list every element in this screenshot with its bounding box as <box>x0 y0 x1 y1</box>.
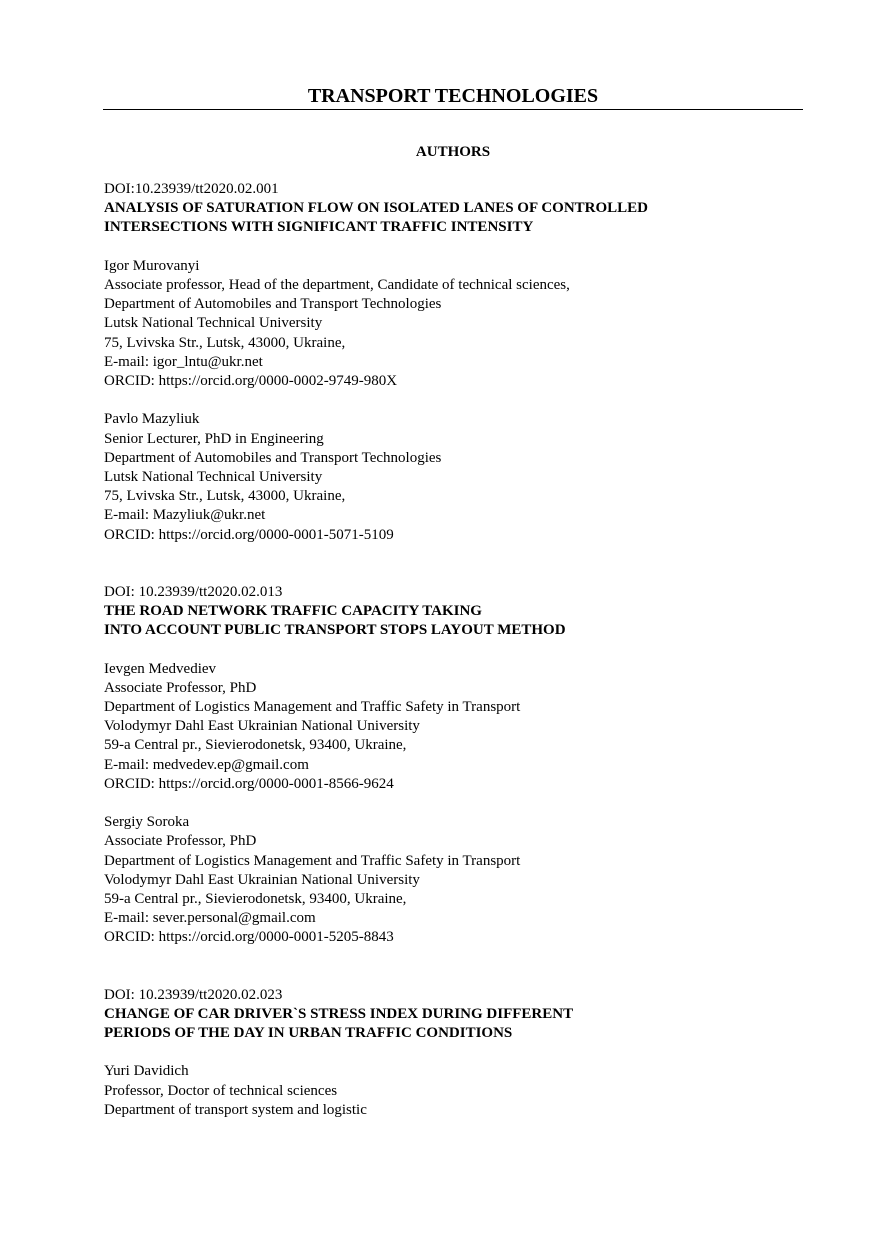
header-divider <box>103 109 803 110</box>
article-entry <box>104 583 804 948</box>
author-position: Associate Professor, PhD <box>104 679 257 696</box>
author-department: Department of Automobiles and Transport Technologies <box>104 296 442 313</box>
author-university: Lutsk National Technical University <box>104 315 323 332</box>
article-title-line: INTERSECTIONS WITH SIGNIFICANT TRAFFIC INTENSITY <box>104 219 534 236</box>
article-title-line: INTO ACCOUNT PUBLIC TRANSPORT STOPS LAYOUT METHOD <box>104 622 566 639</box>
article-doi: DOI: 10.23939/tt2020.02.013 <box>104 583 283 600</box>
author-university: Volodymyr Dahl East Ukrainian National University <box>104 718 420 735</box>
author-address: 75, Lvivska Str., Lutsk, 43000, Ukraine, <box>104 334 346 351</box>
author-department: Department of Logistics Management and Traffic Safety in Transport <box>104 699 521 716</box>
author-email: E-mail: igor_lntu@ukr.net <box>104 353 263 370</box>
author-address: 75, Lvivska Str., Lutsk, 43000, Ukraine, <box>104 488 346 505</box>
article-title-line: PERIODS OF THE DAY IN URBAN TRAFFIC CONDITIONS <box>104 1025 513 1042</box>
author-orcid: ORCID: https://orcid.org/0000-0002-9749-980X <box>104 373 398 390</box>
author-university: Lutsk National Technical University <box>104 469 323 486</box>
article-title-line: CHANGE OF CAR DRIVER`S STRESS INDEX DURING DIFFERENT <box>104 1005 574 1022</box>
author-name: Igor Murovanyi <box>104 257 200 274</box>
authors-list <box>104 180 804 1120</box>
journal-title: TRANSPORT TECHNOLOGIES <box>307 85 599 107</box>
author-name: Sergiy Soroka <box>104 814 190 831</box>
author-position: Senior Lecturer, PhD in Engineering <box>104 430 324 447</box>
author-university: Volodymyr Dahl East Ukrainian National University <box>104 871 420 888</box>
author-email: E-mail: medvedev.ep@gmail.com <box>104 756 309 773</box>
author-position: Associate professor, Head of the department, Candidate of technical sciences, <box>104 277 570 293</box>
author-email: E-mail: sever.personal@gmail.com <box>104 910 316 927</box>
author-position: Associate Professor, PhD <box>104 833 257 850</box>
author-orcid: ORCID: https://orcid.org/0000-0001-5071-5109 <box>104 526 394 543</box>
article-title-line: THE ROAD NETWORK TRAFFIC CAPACITY TAKING <box>104 603 482 620</box>
author-orcid: ORCID: https://orcid.org/0000-0001-5205-8843 <box>104 929 394 946</box>
author-department: Department of Automobiles and Transport Technologies <box>104 449 442 466</box>
author-name: Ievgen Medvediev <box>104 660 217 677</box>
article-entry <box>104 986 804 1120</box>
author-email: E-mail: Mazyliuk@ukr.net <box>104 507 266 524</box>
article-doi: DOI:10.23939/tt2020.02.001 <box>104 181 279 197</box>
article-title <box>104 1005 804 1043</box>
author-block <box>104 1062 804 1120</box>
author-address: 59-a Central pr., Sievierodonetsk, 93400, Ukraine, <box>104 891 407 908</box>
article-title <box>104 602 804 640</box>
author-department: Department of transport system and logistic <box>104 1101 367 1118</box>
author-block <box>104 813 804 947</box>
author-name: Yuri Davidich <box>104 1063 189 1080</box>
article-title-line: ANALYSIS OF SATURATION FLOW ON ISOLATED LANES OF CONTROLLED <box>104 200 648 217</box>
author-orcid: ORCID: https://orcid.org/0000-0001-8566-9624 <box>104 775 394 792</box>
author-block <box>104 257 804 391</box>
section-heading: AUTHORS <box>415 144 491 160</box>
author-position: Professor, Doctor of technical sciences <box>104 1082 338 1099</box>
author-address: 59-a Central pr., Sievierodonetsk, 93400, Ukraine, <box>104 737 407 754</box>
author-block <box>104 410 804 544</box>
author-block <box>104 660 804 794</box>
article-doi: DOI: 10.23939/tt2020.02.023 <box>104 986 283 1003</box>
author-name: Pavlo Mazyliuk <box>104 411 200 428</box>
author-department: Department of Logistics Management and Traffic Safety in Transport <box>104 852 521 869</box>
article-title <box>104 199 804 237</box>
article-entry <box>104 180 804 545</box>
